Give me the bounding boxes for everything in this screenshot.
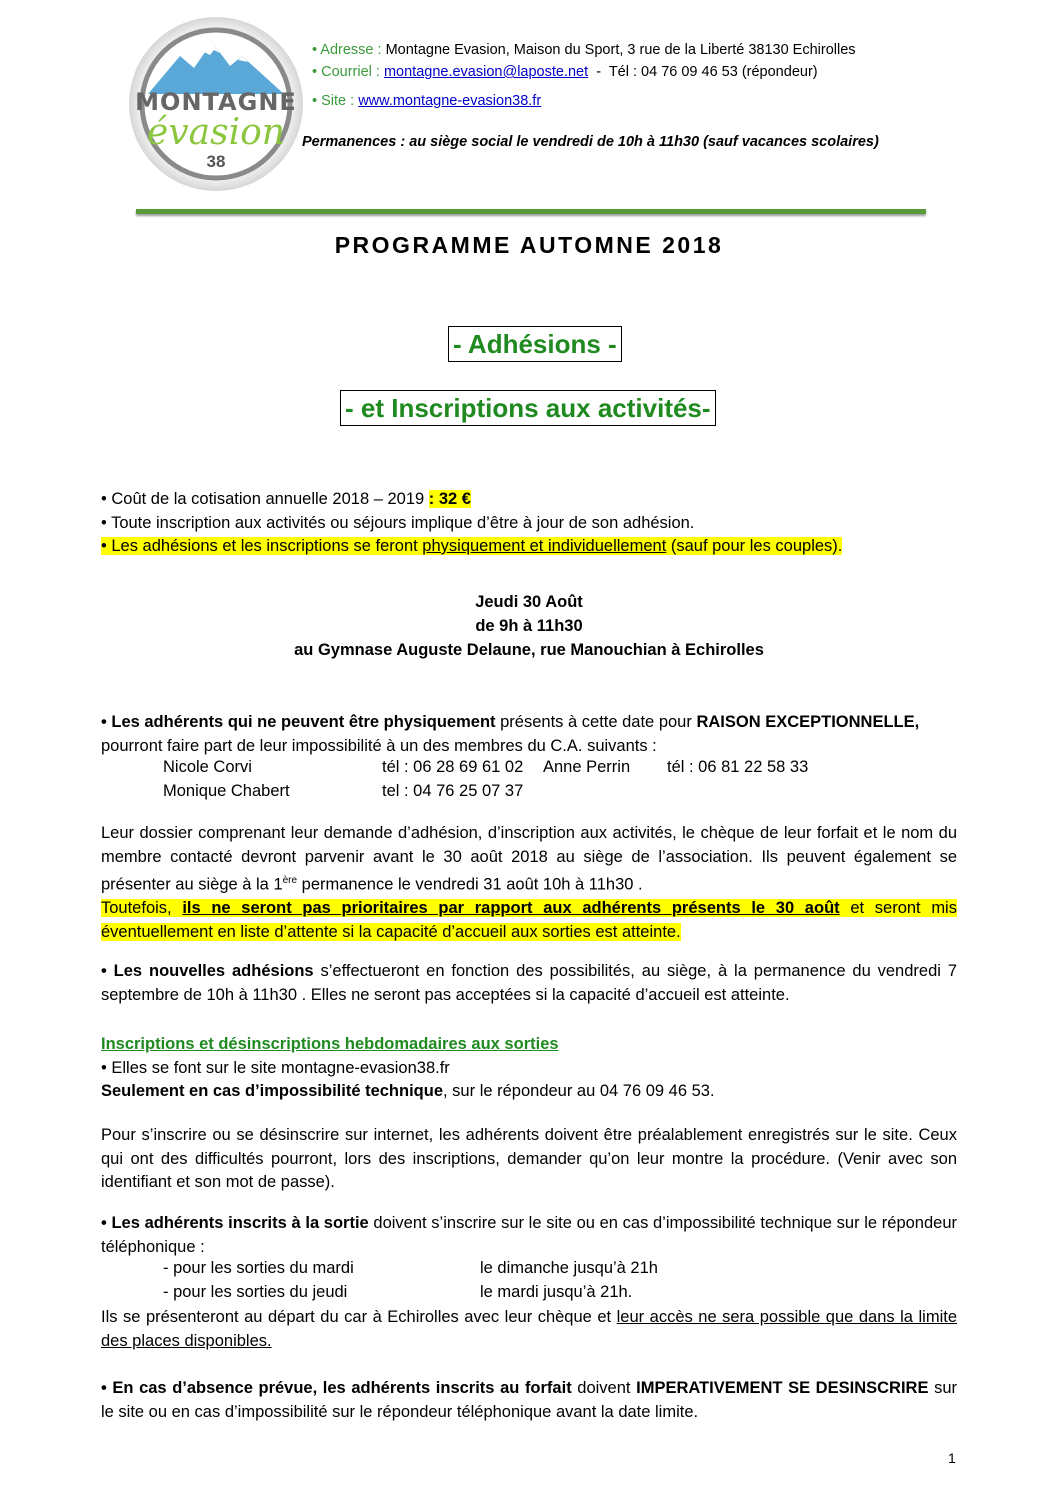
weekly-line-2-bold: Seulement en cas d’impossibilité technique bbox=[101, 1082, 444, 1100]
absence-bold-1: • En cas d’absence prévue, les adhérents inscrits au forfait bbox=[101, 1379, 572, 1397]
site-link[interactable]: www.montagne-evasion38.fr bbox=[358, 93, 542, 109]
site-line bbox=[312, 93, 541, 109]
depart-underlined: leur accès ne sera possible que dans la limite des places disponibles. bbox=[101, 1308, 957, 1350]
physical-underlined: physiquement et individuellement bbox=[422, 537, 667, 555]
logo-text-38: 38 bbox=[206, 152, 226, 171]
dossier-hl-post: et seront mis éventuellement en liste d’attente si la capacité d’accueil aux sorties est atteinte. bbox=[101, 899, 957, 941]
contact-name: Anne Perrin bbox=[543, 758, 631, 776]
contact-tel: tél : 06 81 22 58 33 bbox=[667, 758, 809, 776]
nouvelles-text: s’effectueront en fonction des possibilités, au siège, à la permanence du vendredi 7 septembre de 10h à 11h30 . Elles ne seront pas acceptées si la capacité d’accueil est atteinte. bbox=[101, 962, 957, 1004]
courriel-line bbox=[312, 64, 818, 80]
internet-paragraph: Pour s’inscrire ou se désinscrire sur internet, les adhérents doivent être préalablement enregistrés sur le site. Ceux qui ont des difficultés pourront, lors des inscriptions, demander qu’on leur montre la procédure. (Venir avec son identifiant et son mot de passe). bbox=[101, 1126, 957, 1191]
inscrits-bold: • Les adhérents inscrits à la sortie bbox=[101, 1214, 369, 1232]
site-label: • Site : bbox=[312, 93, 359, 109]
adhesion-requirement-line: • Toute inscription aux activités ou séjours implique d’être à jour de son adhésion. bbox=[101, 513, 695, 532]
contact-name: Monique Chabert bbox=[163, 781, 290, 800]
exceptional-line-1 bbox=[101, 711, 957, 735]
depart-pre: Ils se présenteront au départ du car à Echirolles avec leur chèque et bbox=[101, 1308, 617, 1326]
inscrits-paragraph bbox=[101, 1212, 957, 1259]
address-label: • Adresse : bbox=[312, 42, 386, 58]
deadline-right: le dimanche jusqu’à 21h bbox=[480, 1259, 658, 1277]
contacts-list bbox=[0, 758, 1058, 805]
exceptional-bold-2: RAISON EXCEPTIONNELLE, bbox=[696, 713, 920, 731]
intro-bullets bbox=[101, 488, 957, 559]
deadlines-list bbox=[0, 1259, 1058, 1306]
deadline-left: - pour les sorties du mardi bbox=[163, 1259, 354, 1277]
tel-text: - Tél : 04 76 09 46 53 (répondeur) bbox=[588, 64, 818, 80]
date-line-3: au Gymnase Auguste Delaune, rue Manouchian à Echirolles bbox=[294, 641, 764, 659]
nouvelles-paragraph bbox=[101, 960, 957, 1007]
weekly-line-1: • Elles se font sur le site montagne-evasion38.fr bbox=[101, 1058, 450, 1077]
logo-text-evasion: évasion bbox=[147, 112, 285, 153]
address-value: Montagne Evasion, Maison du Sport, 3 rue de la Liberté 38130 Echirolles bbox=[385, 42, 856, 58]
nouvelles-bold: • Les nouvelles adhésions bbox=[101, 962, 314, 980]
logo-text-montagne: MONTAGNE bbox=[135, 88, 297, 116]
weekly-line-2-rest: , sur le répondeur au 04 76 09 46 53. bbox=[443, 1082, 715, 1100]
exceptional-section bbox=[101, 711, 957, 758]
absence-bold-2: IMPERATIVEMENT SE DESINSCRIRE bbox=[636, 1379, 929, 1397]
exceptional-line-2: pourront faire part de leur impossibilité à un des membres du C.A. suivants : bbox=[101, 736, 657, 755]
weekly-section bbox=[101, 1033, 957, 1104]
contact-tel: tel : 04 76 25 07 37 bbox=[382, 781, 524, 800]
weekly-line-2 bbox=[101, 1080, 957, 1104]
permanences-text: Permanences : au siège social le vendredi de 10h à 11h30 (sauf vacances scolaires) bbox=[302, 134, 879, 150]
contact-tel: tél : 06 28 69 61 02 bbox=[382, 758, 524, 776]
exceptional-bold-1: • Les adhérents qui ne peuvent être physiquement bbox=[101, 713, 496, 731]
depart-paragraph bbox=[101, 1306, 957, 1353]
exceptional-mid: présents à cette date pour bbox=[495, 713, 697, 731]
date-line-1: Jeudi 30 Août bbox=[475, 593, 583, 611]
address-line bbox=[312, 42, 856, 58]
page-number: 1 bbox=[948, 1450, 956, 1466]
cotisation-text: • Coût de la cotisation annuelle 2018 – 2019 bbox=[101, 490, 429, 508]
dossier-sup: ère bbox=[282, 875, 298, 886]
header-divider bbox=[136, 209, 926, 214]
deadline-right: le mardi jusqu’à 21h. bbox=[480, 1282, 633, 1301]
contact-name: Nicole Corvi bbox=[163, 758, 252, 776]
dossier-hl-pre: Toutefois, bbox=[101, 899, 183, 917]
date-block bbox=[0, 590, 1058, 662]
cotisation-price: : 32 € bbox=[428, 490, 471, 508]
dossier-text-1: Leur dossier comprenant leur demande d’adhésion, d’inscription aux activités, le chèque de leur forfait et le nom du membre contacté devront parvenir avant le 30 août 2018 au siège de l’association. Ils peuvent également se présenter au siège à la 1 bbox=[101, 824, 957, 894]
page-title: PROGRAMME AUTOMNE 2018 bbox=[334, 232, 724, 258]
inscriptions-box: - et Inscriptions aux activités- bbox=[340, 390, 716, 426]
dossier-hl-bold: ils ne seront pas prioritaires par rapport aux adhérents présents le 30 août bbox=[182, 899, 840, 917]
absence-rest: sur le site ou en cas d’impossibilité sur le répondeur téléphonique avant la date limite. bbox=[101, 1379, 957, 1421]
courriel-label: • Courriel : bbox=[312, 64, 384, 80]
absence-mid: doivent bbox=[571, 1379, 637, 1397]
physical-registration-line bbox=[101, 535, 957, 559]
inscrits-text: doivent s’inscrire sur le site ou en cas d’impossibilité technique sur le répondeur téléphonique : bbox=[101, 1214, 957, 1256]
date-line-2: de 9h à 11h30 bbox=[475, 617, 583, 635]
absence-paragraph bbox=[101, 1377, 957, 1424]
physical-post: (sauf pour les couples). bbox=[666, 537, 843, 555]
montagne-evasion-logo bbox=[128, 16, 304, 192]
deadline-left: - pour les sorties du jeudi bbox=[163, 1282, 348, 1301]
email-link[interactable]: montagne.evasion@laposte.net bbox=[383, 64, 589, 80]
weekly-heading: Inscriptions et désinscriptions hebdomadaires aux sorties bbox=[101, 1035, 559, 1053]
cotisation-line bbox=[101, 488, 957, 512]
physical-pre: • Les adhésions et les inscriptions se feront bbox=[101, 537, 423, 555]
dossier-text-2: permanence le vendredi 31 août 10h à 11h30 . bbox=[297, 875, 643, 894]
dossier-paragraph bbox=[101, 822, 957, 944]
adhesions-box: - Adhésions - bbox=[448, 326, 622, 362]
